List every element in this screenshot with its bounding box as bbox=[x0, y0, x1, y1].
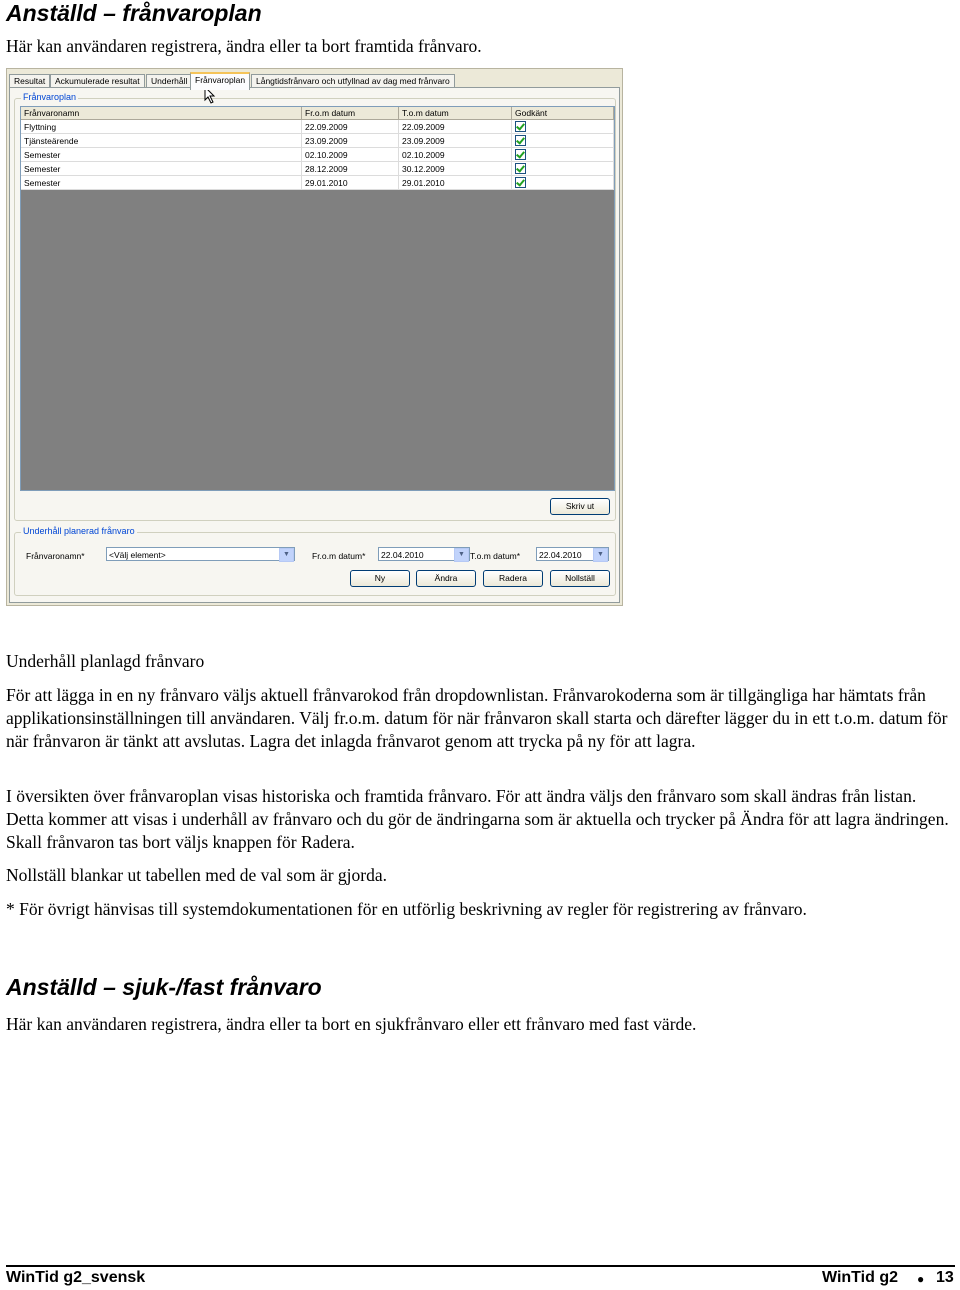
tab-resultat[interactable]: Resultat bbox=[9, 74, 50, 88]
from-date-value: 22.04.2010 bbox=[381, 550, 424, 560]
change-button[interactable]: Ändra bbox=[416, 570, 476, 587]
bullet-icon: ● bbox=[917, 1272, 925, 1286]
tab-underhall[interactable]: Underhåll bbox=[146, 74, 192, 88]
col-header-name[interactable]: Frånvaronamn bbox=[21, 107, 302, 120]
cell-approved bbox=[512, 176, 614, 190]
table-row[interactable] bbox=[21, 162, 614, 176]
cell-to: 30.12.2009 bbox=[399, 162, 512, 176]
chevron-down-icon[interactable]: ▼ bbox=[279, 548, 294, 562]
col-header-approved[interactable]: Godkänt bbox=[512, 107, 614, 120]
subheading-text: Underhåll planlagd frånvaro bbox=[6, 651, 205, 671]
table-row[interactable] bbox=[21, 120, 614, 134]
tab-ackumulerade-resultat[interactable]: Ackumulerade resultat bbox=[50, 74, 145, 88]
section-heading: Anställd – frånvaroplan bbox=[6, 0, 262, 26]
chevron-down-icon[interactable]: ▼ bbox=[593, 548, 608, 562]
paragraph-overview: I översikten över frånvaroplan visas historiska och framtida frånvaro. För att ändra väljs den frånvaro som skall ändras från listan. Detta kommer att visas i underhåll av frånvaro och du gör de ändringarna som är aktuella och trycker på Ändra för att lagra ändringen. Skall frånvaron tas bort väljs knappen för Radera. bbox=[6, 786, 949, 852]
approved-checkbox[interactable] bbox=[515, 149, 526, 160]
section-heading-2: Anställd – sjuk-/fast frånvaro bbox=[6, 974, 322, 1000]
cell-from: 23.09.2009 bbox=[302, 134, 399, 148]
table-row[interactable] bbox=[21, 134, 614, 148]
chevron-down-icon[interactable]: ▼ bbox=[454, 548, 469, 562]
tab-franvaroplan[interactable]: Frånvaroplan bbox=[190, 72, 250, 90]
paragraph-new-absence: För att lägga in en ny frånvaro väljs aktuell frånvarokod från dropdownlistan. Frånvarokoderna som är tillgängliga har hämtats från applikationsinställningen till användaren. Välj fr.o.m. datum för när frånvaron skall starta och därefter lägger du in ett t.o.m. datum för när frånvaron är tänkt att avslutas. Lagra det inlagda frånvarot genom att trycka på ny för att lagra. bbox=[6, 685, 948, 751]
col-header-to[interactable]: T.o.m datum bbox=[399, 107, 512, 120]
from-date-picker[interactable] bbox=[378, 547, 470, 561]
cell-from: 28.12.2009 bbox=[302, 162, 399, 176]
approved-checkbox[interactable] bbox=[515, 177, 526, 188]
plan-group-title: Frånvaroplan bbox=[23, 92, 77, 102]
footer-left: WinTid g2_svensk bbox=[6, 1269, 146, 1286]
cell-from: 29.01.2010 bbox=[302, 176, 399, 190]
cell-to: 23.09.2009 bbox=[399, 134, 512, 148]
cell-name: Semester bbox=[21, 176, 302, 190]
to-date-value: 22.04.2010 bbox=[539, 550, 582, 560]
from-date-label: Fr.o.m datum* bbox=[312, 551, 366, 561]
cell-name: Tjänsteärende bbox=[21, 134, 302, 148]
footer-right: WinTid g2 bbox=[822, 1269, 898, 1286]
approved-checkbox[interactable] bbox=[515, 163, 526, 174]
app-screenshot bbox=[6, 68, 623, 606]
name-label: Frånvaronamn* bbox=[26, 551, 85, 561]
to-date-label: T.o.m datum* bbox=[470, 551, 521, 561]
cell-from: 22.09.2009 bbox=[302, 120, 399, 134]
paragraph-reference: * För övrigt hänvisas till systemdokumentationen för en utförlig beskrivning av regler för registrering av frånvaro. bbox=[6, 899, 807, 919]
cell-to: 02.10.2009 bbox=[399, 148, 512, 162]
tab-panel bbox=[9, 87, 620, 603]
footer-divider bbox=[6, 1265, 955, 1267]
absence-name-select-value: <Välj element> bbox=[109, 550, 166, 560]
section-intro-2: Här kan användaren registrera, ändra eller ta bort en sjukfrånvaro eller ett frånvaro med fast värde. bbox=[6, 1014, 697, 1034]
approved-checkbox[interactable] bbox=[515, 121, 526, 132]
col-header-from[interactable]: Fr.o.m datum bbox=[302, 107, 399, 120]
cell-name: Semester bbox=[21, 148, 302, 162]
cell-approved bbox=[512, 120, 614, 134]
absence-grid bbox=[20, 106, 615, 491]
approved-checkbox[interactable] bbox=[515, 135, 526, 146]
delete-button[interactable]: Radera bbox=[483, 570, 543, 587]
cell-name: Flyttning bbox=[21, 120, 302, 134]
cell-to: 22.09.2009 bbox=[399, 120, 512, 134]
reset-button[interactable]: Nollställ bbox=[550, 570, 610, 587]
tab-langtidsfranvaro[interactable]: Långtidsfrånvaro och utfyllnad av dag med frånvaro bbox=[251, 74, 455, 88]
section-intro: Här kan användaren registrera, ändra eller ta bort framtida frånvaro. bbox=[6, 36, 482, 56]
table-row[interactable] bbox=[21, 148, 614, 162]
cell-to: 29.01.2010 bbox=[399, 176, 512, 190]
cell-from: 02.10.2009 bbox=[302, 148, 399, 162]
to-date-picker[interactable] bbox=[536, 547, 609, 561]
paragraph-reset: Nollställ blankar ut tabellen med de val som är gjorda. bbox=[6, 865, 388, 885]
maint-group-title: Underhåll planerad frånvaro bbox=[23, 526, 135, 536]
cell-approved bbox=[512, 162, 614, 176]
print-button[interactable]: Skriv ut bbox=[550, 498, 610, 515]
page-number: 13 bbox=[936, 1269, 954, 1286]
cell-approved bbox=[512, 134, 614, 148]
absence-name-select[interactable] bbox=[106, 547, 295, 561]
subheading bbox=[6, 650, 951, 673]
table-row[interactable] bbox=[21, 176, 614, 190]
grid-header-row bbox=[21, 107, 614, 120]
new-button[interactable]: Ny bbox=[350, 570, 410, 587]
cell-approved bbox=[512, 148, 614, 162]
cell-name: Semester bbox=[21, 162, 302, 176]
